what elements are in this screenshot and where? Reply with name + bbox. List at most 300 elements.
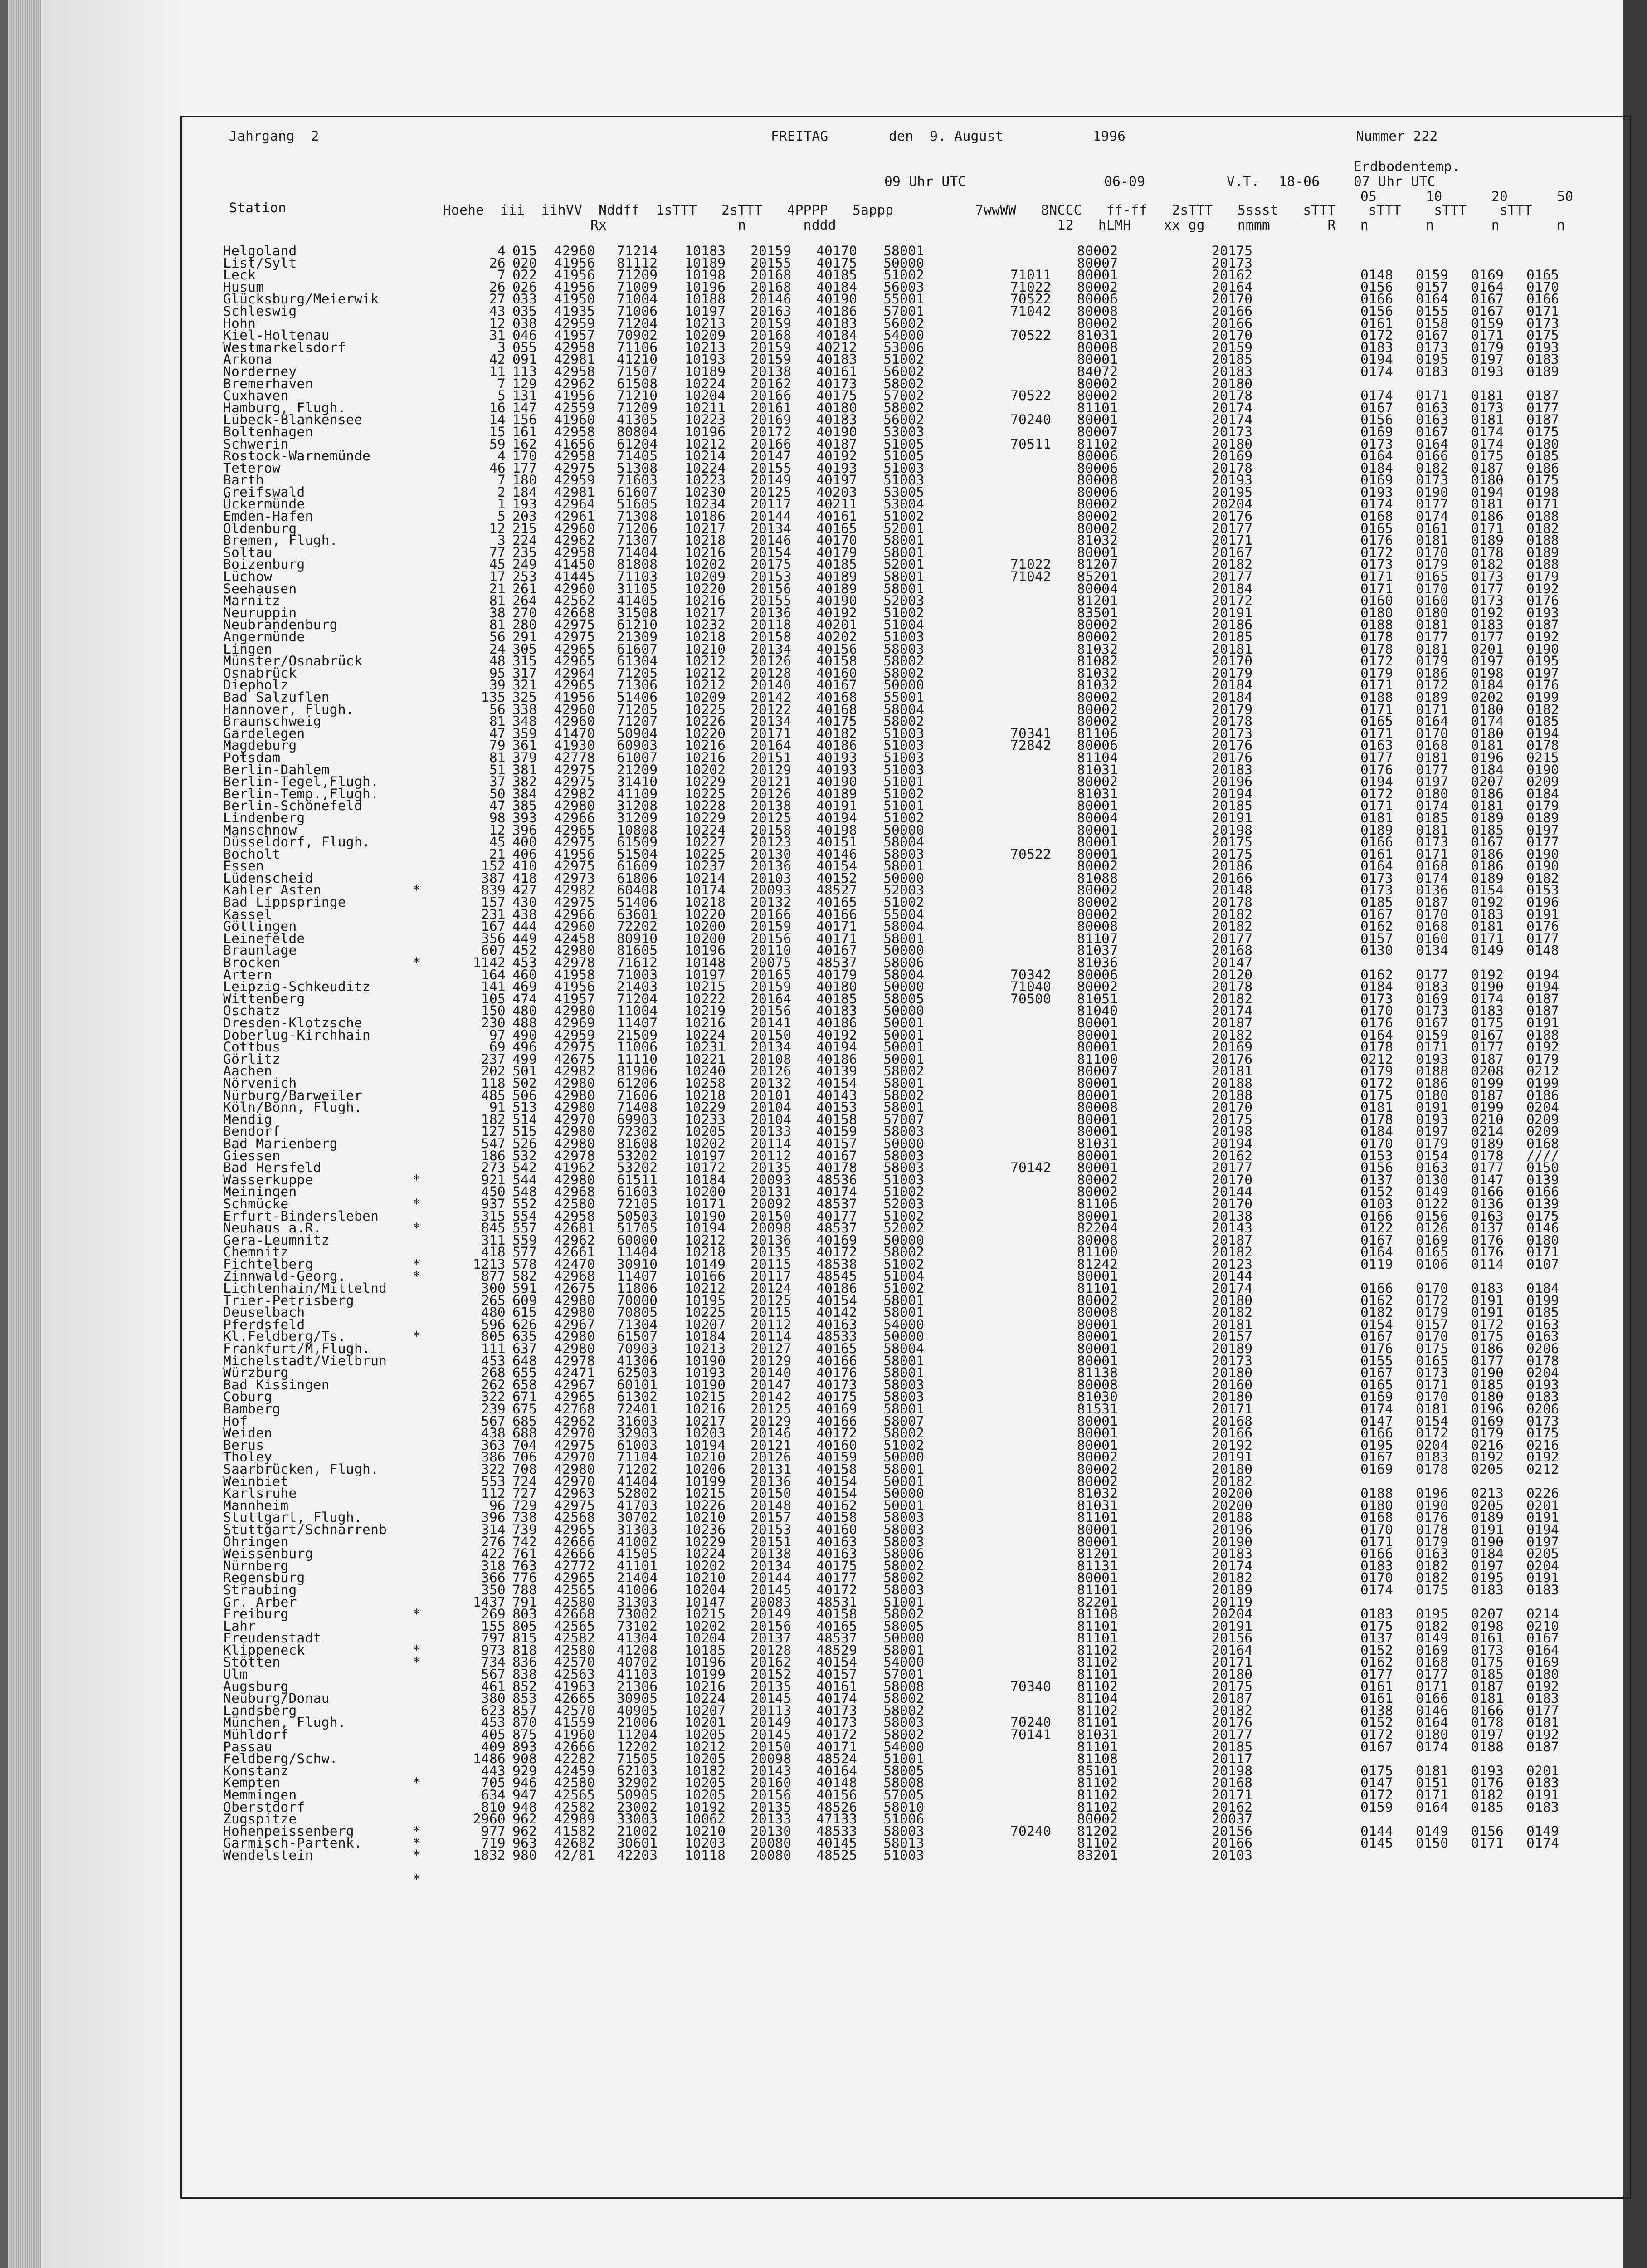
soil-temp-value: 0166 <box>1360 1546 1394 1562</box>
soil-temp-value: 0149 <box>1416 1823 1449 1839</box>
soil-temp-value: 0149 <box>1416 1184 1449 1200</box>
station-number: 147 <box>512 400 537 415</box>
pressure-group: 40176 <box>816 1365 858 1381</box>
tendency-group: 58001 <box>883 569 925 585</box>
station-number: 788 <box>512 1582 537 1598</box>
station-name: Barth <box>223 472 264 488</box>
soil-temp-value: 0122 <box>1416 1196 1449 1212</box>
elevation-value: 265 <box>481 1292 506 1308</box>
cloud-group: 81031 <box>1077 762 1118 777</box>
station-name: Arkona <box>223 352 273 367</box>
soil-temp-value: 0185 <box>1471 822 1504 838</box>
station-number: 946 <box>512 1775 537 1791</box>
cloud-group: 80001 <box>1077 1124 1118 1139</box>
station-number: 557 <box>512 1220 537 1236</box>
tendency-group: 58003 <box>883 1534 925 1549</box>
soil-temp-value: 0166 <box>1471 1184 1504 1200</box>
soil-temp-value: 0164 <box>1360 1244 1394 1260</box>
min-temp-group: 20179 <box>1212 665 1253 681</box>
soil-temp-value: 0190 <box>1526 762 1559 777</box>
pressure-group: 40194 <box>816 1039 858 1055</box>
station-name: Bad Lippspringe <box>223 894 346 910</box>
pressure-group: 40154 <box>816 1654 858 1670</box>
min-temp-group: 20177 <box>1212 1727 1253 1743</box>
cloud-group: 81108 <box>1077 1751 1118 1767</box>
soil-temp-value: 0179 <box>1526 798 1559 814</box>
temperature-group: 10212 <box>685 677 726 693</box>
min-temp-group: 20191 <box>1212 810 1253 826</box>
tendency-group: 50000 <box>883 1232 925 1248</box>
high-station-marker: * <box>413 1196 421 1212</box>
dewpoint-group: 20130 <box>750 846 792 862</box>
weather-group: 70522 <box>1010 388 1052 404</box>
min-temp-group: 20174 <box>1212 1558 1253 1574</box>
station-name: Nürburg/Barweiler <box>223 1087 363 1103</box>
nddff-group: 71205 <box>617 665 658 681</box>
soil-temp-value: 0176 <box>1526 677 1559 693</box>
soil-temp-value: 0195 <box>1526 653 1559 669</box>
temperature-group: 10225 <box>685 786 726 802</box>
temperature-group: 10193 <box>685 1365 726 1381</box>
pressure-group: 40175 <box>816 388 858 404</box>
pressure-group: 40183 <box>816 352 858 367</box>
station-name: Kempten <box>223 1775 281 1791</box>
min-temp-group: 20166 <box>1212 315 1253 331</box>
elevation-value: 438 <box>481 1425 506 1441</box>
soil-temp-value: 0180 <box>1416 1087 1449 1103</box>
soil-temp-value: 0139 <box>1526 1196 1559 1212</box>
station-name: Düsseldorf, Flugh. <box>223 834 371 850</box>
iihvv-group: 42959 <box>554 315 595 331</box>
soil-temp-value: 0169 <box>1416 991 1449 1007</box>
iihvv-group: 42966 <box>554 906 595 922</box>
soil-temp-value: 0164 <box>1360 858 1394 874</box>
tendency-group: 58002 <box>883 1425 925 1441</box>
elevation-value: 314 <box>481 1521 506 1537</box>
dewpoint-group: 20126 <box>750 1063 792 1079</box>
nddff-group: 31208 <box>617 798 658 814</box>
soil-temp-value: 0162 <box>1360 967 1394 982</box>
nddff-group: 71304 <box>617 1316 658 1332</box>
temperature-group: 10223 <box>685 472 726 488</box>
nddff-group: 50503 <box>617 1208 658 1224</box>
pressure-group: 40161 <box>816 363 858 379</box>
soil-temp-value: 0176 <box>1360 533 1394 548</box>
soil-temp-value: 0171 <box>1471 1835 1504 1851</box>
elevation-value: 105 <box>481 991 506 1007</box>
dewpoint-group: 20125 <box>750 810 792 826</box>
station-number: 578 <box>512 1256 537 1272</box>
soil-temp-value: 0180 <box>1416 605 1449 621</box>
soil-temp-value: 0153 <box>1526 882 1559 898</box>
soil-temp-value: 0136 <box>1416 882 1449 898</box>
elevation-value: 300 <box>481 1281 506 1296</box>
tendency-group: 58002 <box>883 1606 925 1622</box>
nddff-group: 60408 <box>617 882 658 898</box>
soil-temp-value: 0163 <box>1416 1546 1449 1562</box>
cloud-group: 81032 <box>1077 665 1118 681</box>
soil-temp-value: 0187 <box>1471 1678 1504 1694</box>
soil-temp-value: 0205 <box>1471 1461 1504 1477</box>
tendency-group: 57001 <box>883 303 925 319</box>
iihvv-group: 42981 <box>554 484 595 500</box>
cloud-group: 80002 <box>1077 906 1118 922</box>
nddff-group: 51605 <box>617 496 658 512</box>
pressure-group: 40191 <box>816 798 858 814</box>
dewpoint-group: 20153 <box>750 1521 792 1537</box>
iihvv-group: 42980 <box>554 943 595 958</box>
soil-temp-value: 0146 <box>1526 1220 1559 1236</box>
weather-group: 70141 <box>1010 1727 1052 1743</box>
station-number: 577 <box>512 1244 537 1260</box>
soil-temp-value: 0170 <box>1416 1389 1449 1405</box>
station-name: Saarbrücken, Flugh. <box>223 1461 379 1477</box>
station-column <box>223 245 387 1862</box>
station-name: Dresden-Klotzsche <box>223 1015 363 1031</box>
tendency-group: 51002 <box>883 1437 925 1453</box>
station-name: Hohenpeissenberg <box>223 1823 354 1839</box>
soil-temp-value <box>1526 1849 1559 1862</box>
temperature-group: 10199 <box>685 1667 726 1682</box>
station-number: 177 <box>512 460 537 476</box>
station-number: 161 <box>512 424 537 440</box>
dewpoint-group: 20131 <box>750 1461 792 1477</box>
station-name: Lingen <box>223 641 273 657</box>
soil-temp-05-column <box>1360 245 1393 1862</box>
station-number: 948 <box>512 1799 537 1815</box>
nddff-group: 71209 <box>617 267 658 283</box>
soil-temp-value: 0179 <box>1471 339 1504 355</box>
tendency-group: 58003 <box>883 1160 925 1176</box>
dewpoint-group: 20134 <box>750 520 792 536</box>
soil-temp-value: 0175 <box>1526 1208 1559 1224</box>
elevation-value: 51 <box>489 762 506 777</box>
station-number: 046 <box>512 327 537 343</box>
temperature-group: 10194 <box>685 1220 726 1236</box>
nddff-group: 71006 <box>617 303 658 319</box>
soil-temp-value: 0172 <box>1360 786 1394 802</box>
soil-temp-value: 0126 <box>1416 1220 1449 1236</box>
station-name: Neuruppin <box>223 605 297 621</box>
pressure-group: 40170 <box>816 243 858 259</box>
nddff-group: 81808 <box>617 557 658 572</box>
nddff-group: 21306 <box>617 1678 658 1694</box>
station-name: Schmücke <box>223 1196 289 1212</box>
station-name: Deuselbach <box>223 1305 305 1320</box>
soil-temp-value: 0186 <box>1471 858 1504 874</box>
station-number: 688 <box>512 1425 537 1441</box>
soil-temp-value: 0174 <box>1360 388 1394 404</box>
soil-temp-value: 0153 <box>1360 1148 1394 1163</box>
tendency-group: 58001 <box>883 533 925 548</box>
tendency-group: 53004 <box>883 496 925 512</box>
min-temp-group: 20182 <box>1212 906 1253 922</box>
iihvv-group: 42565 <box>554 1618 595 1634</box>
station-number: 815 <box>512 1630 537 1646</box>
tendency-group: 58004 <box>883 701 925 717</box>
pressure-group: 40212 <box>816 339 858 355</box>
elevation-value: 485 <box>481 1087 506 1103</box>
nddff-group: 12202 <box>617 1739 658 1755</box>
elevation-value: 39 <box>489 677 506 693</box>
soil-temp-value: 0174 <box>1416 508 1449 524</box>
cloud-group: 80001 <box>1077 1570 1118 1586</box>
nddff-group: 61302 <box>617 1389 658 1405</box>
soil-temp-value: 0204 <box>1526 1100 1559 1115</box>
station-number: 162 <box>512 436 537 452</box>
soil-temp-value: 0191 <box>1471 1521 1504 1537</box>
min-temp-group: 20173 <box>1212 725 1253 741</box>
soil-temp-value: 0176 <box>1360 1341 1394 1357</box>
iihvv-group: 42668 <box>554 1606 595 1622</box>
elevation-value: 4 <box>497 243 506 259</box>
pressure-group: 40163 <box>816 1546 858 1562</box>
elevation-value: 127 <box>481 1124 506 1139</box>
soil-temp-value: 0171 <box>1526 303 1559 319</box>
pressure-group: 40178 <box>816 1160 858 1176</box>
cloud-group: 80001 <box>1077 352 1118 367</box>
iihvv-group: 42965 <box>554 1389 595 1405</box>
iihvv-group: 42973 <box>554 870 595 886</box>
station-number: 129 <box>512 376 537 391</box>
elevation-value: 46 <box>489 460 506 476</box>
dewpoint-group: 20138 <box>750 798 792 814</box>
tendency-group: 50001 <box>883 1497 925 1513</box>
dewpoint-group: 20149 <box>750 1715 792 1730</box>
station-number: 729 <box>512 1497 537 1513</box>
nddff-group: 71507 <box>617 363 658 379</box>
soil-temp-value: 0184 <box>1526 1281 1559 1296</box>
temperature-group: 10174 <box>685 882 726 898</box>
elevation-value: 5 <box>497 388 506 404</box>
soil-temp-value: 0183 <box>1526 1799 1559 1815</box>
soil-temp-value: 0130 <box>1416 1172 1449 1188</box>
min-temp-group: 20186 <box>1212 858 1253 874</box>
soil-temp-value: 0180 <box>1471 1389 1504 1405</box>
soil-temp-value: 0168 <box>1416 919 1449 934</box>
iihvv-group: 41956 <box>554 979 595 995</box>
station-number: 453 <box>512 955 537 971</box>
elevation-value: 237 <box>481 1051 506 1067</box>
iihvv-group: 41958 <box>554 967 595 982</box>
weather-group: 72842 <box>1010 738 1052 753</box>
elevation-value: 350 <box>481 1582 506 1598</box>
soil-temp-value: 0171 <box>1360 581 1394 596</box>
station-number: 908 <box>512 1751 537 1767</box>
pressure-group: 40194 <box>816 810 858 826</box>
station-number: 552 <box>512 1196 537 1212</box>
pressure-group: 40185 <box>816 991 858 1007</box>
station-name: Lüdenscheid <box>223 870 313 886</box>
nddff-group: 61607 <box>617 641 658 657</box>
pressure-group: 40180 <box>816 400 858 415</box>
iihvv-group: 42665 <box>554 1691 595 1706</box>
soil-temp-value: 0188 <box>1360 689 1394 705</box>
soil-temp-value: 0175 <box>1360 1618 1394 1634</box>
station-name: Kahler Asten <box>223 882 322 898</box>
station-number: 038 <box>512 315 537 331</box>
nddff-group: 61206 <box>617 1075 658 1091</box>
station-name: Regensburg <box>223 1570 305 1586</box>
tendency-group: 57007 <box>883 1111 925 1127</box>
iihvv-group: 42982 <box>554 882 595 898</box>
nddff-group: 32903 <box>617 1425 658 1441</box>
station-name: Westmarkelsdorf <box>223 339 346 355</box>
tendency-group: 55004 <box>883 906 925 922</box>
elevation-value: 38 <box>489 605 506 621</box>
soil-temp-value: 0169 <box>1416 1642 1449 1658</box>
dewpoint-group: 20115 <box>750 1256 792 1272</box>
tendency-group: 50000 <box>883 979 925 995</box>
iihvv-group: 42458 <box>554 930 595 946</box>
soil-temp-value: 0122 <box>1360 1220 1394 1236</box>
dewpoint-group: 20156 <box>750 581 792 596</box>
tendency-group: 50000 <box>883 1135 925 1151</box>
soil-temp-value: 0191 <box>1471 1305 1504 1320</box>
min-temp-group: 20156 <box>1212 1630 1253 1646</box>
cloud-group: 81100 <box>1077 1244 1118 1260</box>
soil-temp-value: 0190 <box>1526 641 1559 657</box>
station-number: 838 <box>512 1667 537 1682</box>
pressure-group: 40167 <box>816 677 858 693</box>
elevation-value: 322 <box>481 1461 506 1477</box>
soil-temp-value: 0188 <box>1416 1063 1449 1079</box>
iihvv-group: 42980 <box>554 1292 595 1308</box>
temperature-group: 10202 <box>685 557 726 572</box>
pressure-group: 40151 <box>816 834 858 850</box>
soil-temp-value: 0173 <box>1471 569 1504 585</box>
nddff-group: 21209 <box>617 762 658 777</box>
iihvv-group: 42562 <box>554 593 595 609</box>
soil-temp-value: 0207 <box>1471 774 1504 790</box>
elevation-value: 69 <box>489 1039 506 1055</box>
tendency-5a-column <box>883 245 924 1862</box>
min-temp-group: 20037 <box>1212 1811 1253 1827</box>
soil-temp-value: 0173 <box>1416 834 1449 850</box>
pressure-group: 40172 <box>816 1582 858 1598</box>
min-temp-group: 20185 <box>1212 629 1253 645</box>
dewpoint-group: 20150 <box>750 1027 792 1043</box>
pressure-group: 40201 <box>816 617 858 633</box>
station-number: 315 <box>512 653 537 669</box>
elevation-value: 810 <box>481 1799 506 1815</box>
temperature-group: 10204 <box>685 1582 726 1598</box>
tendency-group: 56003 <box>883 279 925 295</box>
dewpoint-group: 20156 <box>750 1618 792 1634</box>
cloud-group: 80002 <box>1077 1449 1118 1465</box>
dewpoint-group: 20133 <box>750 1124 792 1139</box>
iihvv-group: 42958 <box>554 544 595 560</box>
iihvv-group: 42975 <box>554 762 595 777</box>
iihvv-group: 42580 <box>554 1594 595 1610</box>
pressure-group: 40171 <box>816 919 858 934</box>
soil-temp-value: 0191 <box>1526 1510 1559 1525</box>
elevation-value: 1 <box>497 496 506 512</box>
station-number: 170 <box>512 448 537 464</box>
station-name: Zinnwald-Georg. <box>223 1268 346 1284</box>
soil-temp-value: 0185 <box>1471 1377 1504 1393</box>
station-name: Fichtelberg <box>223 1256 313 1272</box>
high-station-marker: * <box>413 1172 421 1188</box>
iihvv-group: 41956 <box>554 689 595 705</box>
iihvv-group: 42980 <box>554 798 595 814</box>
tendency-group: 50001 <box>883 1039 925 1055</box>
pressure-group: 40203 <box>816 484 858 500</box>
soil-temp-value: 0188 <box>1526 557 1559 572</box>
pressure-group: 40166 <box>816 1413 858 1429</box>
min-temp-group: 20178 <box>1212 894 1253 910</box>
soil-temp-value: 0106 <box>1416 1256 1449 1272</box>
iihvv-group: 42967 <box>554 1377 595 1393</box>
dewpoint-group: 20155 <box>750 255 792 271</box>
tendency-group: 58005 <box>883 1618 925 1634</box>
elevation-value: 553 <box>481 1473 506 1489</box>
min-temp-group: 20182 <box>1212 1473 1253 1489</box>
iihvv-group: 42666 <box>554 1534 595 1549</box>
station-name: Doberlug-Kirchhain <box>223 1027 371 1043</box>
iihvv-group: 42563 <box>554 1667 595 1682</box>
tendency-group: 50000 <box>883 1486 925 1501</box>
elevation-value: 230 <box>481 1015 506 1031</box>
pressure-group: 40211 <box>816 496 858 512</box>
soil-temp-value: 0176 <box>1526 593 1559 609</box>
tendency-group: 52001 <box>883 557 925 572</box>
elevation-value: 112 <box>481 1486 506 1501</box>
high-station-marker: * <box>413 1642 421 1658</box>
dewpoint-group: 20112 <box>750 1316 792 1332</box>
high-station-marker: * <box>413 1329 421 1344</box>
soil-temp-value: 0171 <box>1416 1039 1449 1055</box>
station-number: 742 <box>512 1534 537 1549</box>
station-name: Berlin-Schönefeld <box>223 798 363 814</box>
tendency-group: 50000 <box>883 943 925 958</box>
pressure-group: 40158 <box>816 1510 858 1525</box>
dewpoint-group: 20146 <box>750 533 792 548</box>
station-number: 980 <box>512 1847 537 1863</box>
min-temp-group: 20180 <box>1212 1667 1253 1682</box>
dewpoint-group: 20168 <box>750 279 792 295</box>
station-number: 264 <box>512 593 537 609</box>
iihvv-group: 42675 <box>554 1281 595 1296</box>
cloud-group: 81101 <box>1077 400 1118 415</box>
station-number: 727 <box>512 1486 537 1501</box>
depth-header: 05 10 20 50 <box>1360 189 1574 204</box>
soil-temp-value: 0191 <box>1526 1570 1559 1586</box>
station-name: Teterow <box>223 460 281 476</box>
nddff-group: 53202 <box>617 1148 658 1163</box>
tendency-group: 58001 <box>883 858 925 874</box>
elevation-value: 973 <box>481 1642 506 1658</box>
soil-temp-value: 0174 <box>1471 991 1504 1007</box>
cloud-group: 80008 <box>1077 339 1118 355</box>
soil-temp-value: 0167 <box>1471 303 1504 319</box>
soil-temp-value: 0163 <box>1416 1160 1449 1176</box>
tendency-group: 58013 <box>883 1835 925 1851</box>
cloud-group: 80004 <box>1077 810 1118 826</box>
soil-temp-value: 0167 <box>1471 834 1504 850</box>
temperature-group: 10209 <box>685 327 726 343</box>
iihvv-group: 42975 <box>554 774 595 790</box>
soil-temp-value: 0178 <box>1471 544 1504 560</box>
soil-temp-value: 0199 <box>1471 1075 1504 1091</box>
soil-temp-value: 0162 <box>1360 1654 1394 1670</box>
tendency-group: 58002 <box>883 665 925 681</box>
tendency-group: 58008 <box>883 1678 925 1694</box>
temperature-group: 10211 <box>685 400 726 415</box>
station-number: 449 <box>512 930 537 946</box>
min-temp-group: 20148 <box>1212 882 1253 898</box>
temperature-group: 10219 <box>685 1003 726 1019</box>
